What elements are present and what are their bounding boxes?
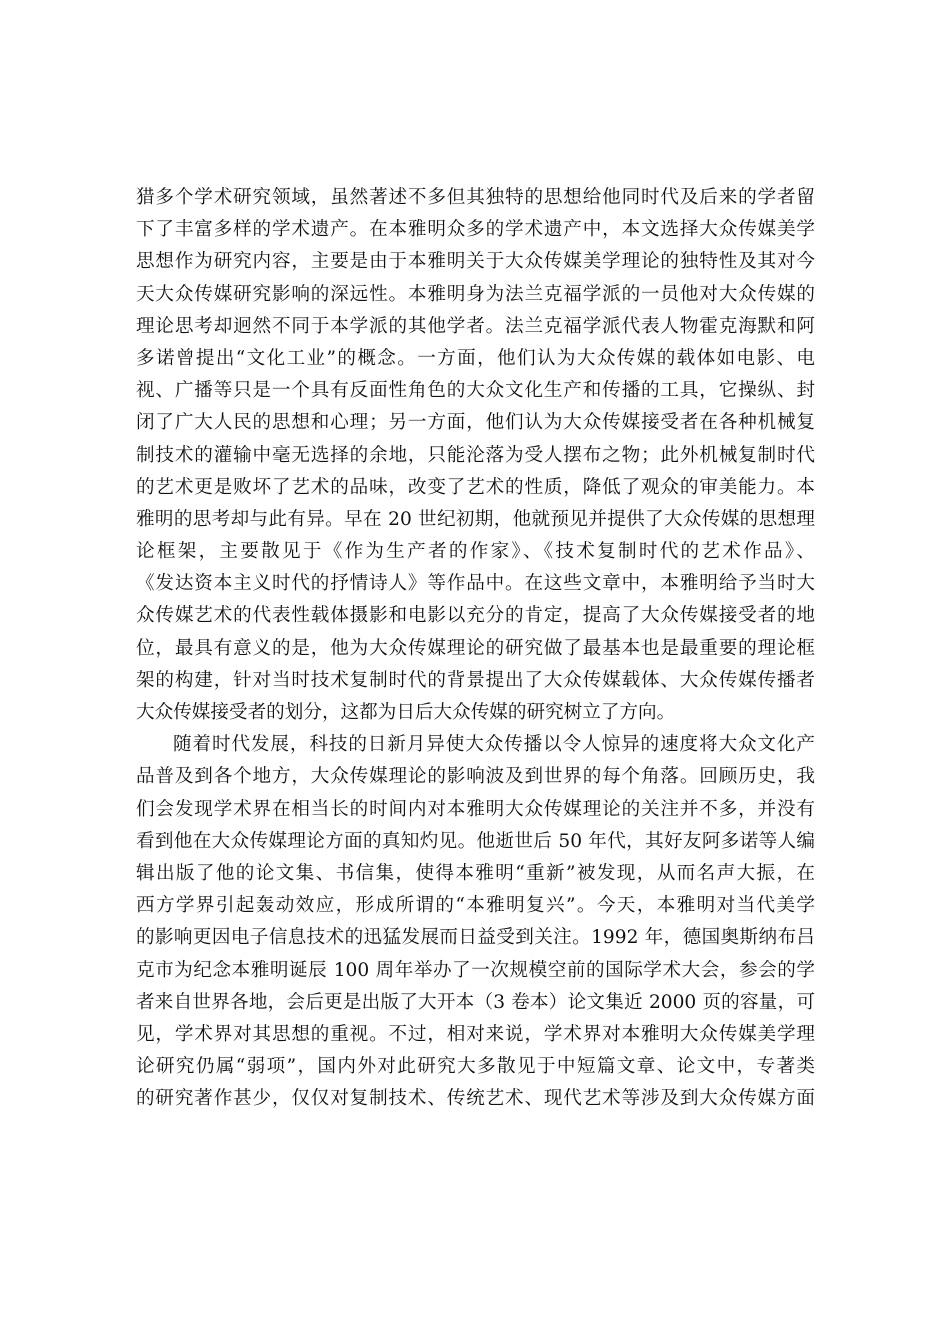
text-line: 众传媒艺术的代表性载体摄影和电影以充分的肯定，提高了大众传媒接受者的地 [136,605,815,627]
text-line: 闭了广大人民的思想和心理；另一方面，他们认为大众传媒接受者在各种机械复 [136,412,815,434]
text-line: 的影响更因电子信息技术的迅猛发展而日益受到关注。1992 年，德国奥斯纳布吕 [136,927,815,949]
text-line: 们会发现学术界在相当长的时间内对本雅明大众传媒理论的关注并不多，并没有 [136,798,815,820]
text-line: 大众传媒接受者的划分，这都为日后大众传媒的研究树立了方向。 [136,702,676,723]
paragraph [136,182,815,729]
text-line: 思想作为研究内容，主要是由于本雅明关于大众传媒美学理论的独特性及其对今 [136,251,815,273]
text-line: 天大众传媒研究影响的深远性。本雅明身为法兰克福学派的一员他对大众传媒的 [136,283,815,305]
text-line: 见，学术界对其思想的重视。不过，相对来说，学术界对本雅明大众传媒美学理 [136,1023,815,1045]
text-line: 论框架，主要散见于《作为生产者的作家》、《技术复制时代的艺术作品》、 [136,541,815,563]
text-line: 下了丰富多样的学术遗产。在本雅明众多的学术遗产中，本文选择大众传媒美学 [136,219,815,241]
text-line: 《发达资本主义时代的抒情诗人》等作品中。在这些文章中，本雅明给予当时大 [136,573,815,595]
text-line: 视、广播等只是一个具有反面性角色的大众文化生产和传播的工具，它操纵、封 [136,380,815,402]
text-line: 理论思考却迥然不同于本学派的其他学者。法兰克福学派代表人物霍克海默和阿 [136,315,815,337]
text-line: 随着时代发展，科技的日新月异使大众传播以令人惊异的速度将大众文化产 [173,734,815,756]
text-line: 辑出版了他的论文集、书信集，使得本雅明“重新”被发现，从而名声大振，在 [136,862,815,884]
text-line: 西方学界引起轰动效应，形成所谓的“本雅明复兴”。今天，本雅明对当代美学 [136,895,815,917]
text-line: 多诺曾提出“文化工业”的概念。一方面，他们认为大众传媒的载体如电影、电 [136,347,815,369]
text-line: 猎多个学术研究领域，虽然著述不多但其独特的思想给他同时代及后来的学者留 [136,187,815,208]
text-line: 制技术的灌输中毫无选择的余地，只能沦落为受人摆布之物；此外机械复制时代 [136,444,815,466]
text-line: 品普及到各个地方，大众传媒理论的影响波及到世界的每个角落。回顾历史，我 [136,766,815,788]
text-line: 的研究著作甚少，仅仅对复制技术、传统艺术、现代艺术等涉及到大众传媒方面 [136,1088,815,1110]
text-line: 看到他在大众传媒理论方面的真知灼见。他逝世后 50 年代，其好友阿多诺等人编 [136,830,815,852]
text-line: 论研究仍属“弱项”，国内外对此研究大多散见于中短篇文章、论文中，专著类 [136,1056,815,1078]
text-line: 克市为纪念本雅明诞辰 100 周年举办了一次规模空前的国际学术大会，参会的学 [136,959,815,981]
paragraph [136,729,815,1115]
text-line: 雅明的思考却与此有异。早在 20 世纪初期，他就预见并提供了大众传媒的思想理 [136,508,815,530]
text-line: 位，最具有意义的是，他为大众传媒理论的研究做了最基本也是最重要的理论框 [136,637,815,659]
text-line: 的艺术更是败坏了艺术的品味，改变了艺术的性质，降低了观众的审美能力。本 [136,476,815,498]
text-line: 架的构建，针对当时技术复制时代的背景提出了大众传媒载体、大众传媒传播者 [136,669,815,691]
text-line: 者来自世界各地，会后更是出版了大开本（3 卷本）论文集近 2000 页的容量，可 [136,991,815,1013]
body-text [136,182,815,1115]
